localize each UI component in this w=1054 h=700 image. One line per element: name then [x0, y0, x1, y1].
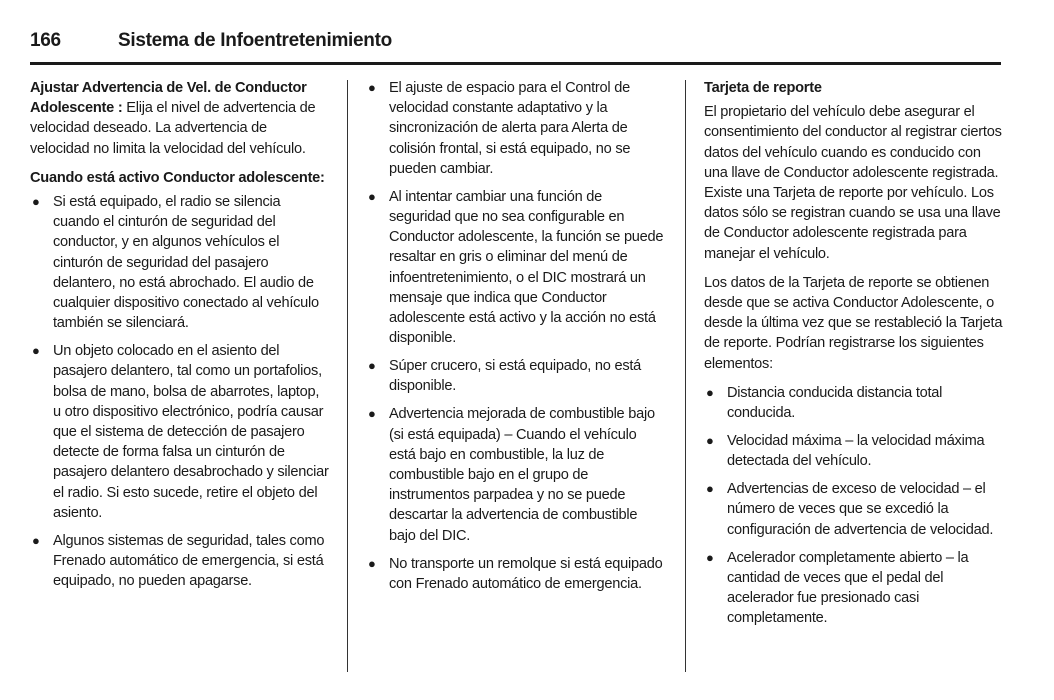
list-item	[366, 187, 666, 349]
page-number: 166	[30, 30, 61, 51]
column-3	[704, 78, 1004, 636]
bullet-icon: ●	[706, 481, 714, 497]
subheading: Cuando está activo Conductor adolescente:	[30, 169, 325, 186]
list-item-text: Acelerador completamente abierto – la cantidad de veces que el pedal del acelerador fue presionado casi completamente.	[727, 549, 969, 627]
report-card-heading: Tarjeta de reporte	[704, 80, 822, 96]
list-item	[704, 383, 1004, 423]
list-item-text: Advertencia mejorada de combustible bajo (si está equipada) – Cuando el vehículo está bajo en combustible, la luz de combustible bajo en el grupo de instrumentos parpadea y no se puede descartar la advertencia de combustible bajo del DIC.	[389, 406, 655, 544]
bullet-icon: ●	[368, 80, 376, 95]
list-item-text: No transporte un remolque si está equipado con Frenado automático de emergencia.	[389, 555, 663, 592]
section-title: Sistema de Infoentretenimiento	[118, 30, 392, 51]
list-item	[366, 554, 666, 594]
list-item-text: Súper crucero, si está equipado, no está disponible.	[389, 358, 642, 395]
bullet-list	[704, 383, 1004, 629]
list-item	[30, 192, 330, 333]
column-divider-2	[685, 80, 686, 672]
bullet-list	[30, 192, 330, 591]
list-item-text: Advertencias de exceso de velocidad – el número de veces que se excedió la configuración de advertencia de velocidad.	[727, 481, 994, 538]
list-item	[704, 548, 1004, 629]
list-item	[704, 479, 1004, 540]
bullet-icon: ●	[368, 555, 376, 571]
bullet-icon: ●	[368, 358, 376, 374]
bullet-icon: ●	[706, 433, 714, 449]
bullet-list	[366, 78, 666, 594]
bullet-icon: ●	[706, 549, 714, 565]
column-divider-1	[347, 80, 348, 672]
column-1	[30, 78, 330, 599]
list-item-text: Un objeto colocado en el asiento del pasajero delantero, tal como un portafolios, bolsa de mano, bolsa de abarrotes, laptop, u otro dispositivo electrónico, podría causar que el sistema de detección de pasajero detecte de forma falsa un cinturón de pasajero delantero desabrochado y silenciar el radio. Si esto sucede, retire el objeto del asiento.	[53, 343, 329, 521]
report-card-paragraph-1: El propietario del vehículo debe asegurar el consentimiento del conductor al registrar ciertos datos del vehículo cuando es conducido con una llave de Conductor adolescente registrada. Existe una Tarjeta de reporte por vehículo. Los datos sólo se registran cuando se usa una llave de Conductor adolescente registrada para manejar el vehículo.	[704, 104, 1002, 262]
list-item	[366, 78, 666, 179]
list-item-text: Velocidad máxima – la velocidad máxima detectada del vehículo.	[727, 433, 985, 470]
list-item-text: Si está equipado, el radio se silencia cuando el cinturón de seguridad del conductor, y en algunos vehículos el cinturón de seguridad del pasajero delantero, no está abrochado. El audio de cualquier dispositivo conectado al vehículo también se silenciará.	[53, 194, 319, 332]
bullet-icon: ●	[32, 343, 40, 359]
page-header	[30, 28, 1000, 58]
bullet-icon: ●	[32, 194, 40, 210]
header-divider	[30, 62, 1001, 65]
list-item-text: Al intentar cambiar una función de seguridad que no sea configurable en Conductor adolescente, la función se puede resaltar en gris o eliminar del menú de infoentretenimiento, o el DIC mostrará un mensaje que indica que Conductor adolescente está activo y la acción no está disponible.	[389, 188, 664, 347]
bullet-icon: ●	[706, 384, 714, 400]
column-2	[366, 78, 666, 602]
intro-paragraph	[30, 78, 330, 159]
bullet-icon: ●	[32, 532, 40, 548]
list-item	[30, 341, 330, 523]
bullet-icon: ●	[368, 406, 376, 422]
list-item-text: Distancia conducida distancia total conducida.	[727, 384, 943, 422]
intro-label: Ajustar Advertencia de Vel. de Conductor Adolescente :	[30, 80, 307, 117]
list-item	[30, 531, 330, 592]
list-item	[366, 356, 666, 396]
intro-text: Elija el nivel de advertencia de velocidad deseado. La advertencia de velocidad no limita la velocidad del vehículo.	[30, 100, 316, 157]
list-item-text: Algunos sistemas de seguridad, tales como Frenado automático de emergencia, si está equipado, no pueden apagarse.	[53, 532, 325, 590]
bullet-icon: ●	[368, 188, 376, 204]
list-item	[366, 404, 666, 545]
report-card-paragraph-2: Los datos de la Tarjeta de reporte se obtienen desde que se activa Conductor Adolescente, o desde la última vez que se restableció la Tarjeta de reporte. Podrían registrarse los siguientes elementos:	[704, 274, 1003, 372]
list-item-text: El ajuste de espacio para el Control de velocidad constante adaptativo y la sincronización de alerta para Alerta de colisión frontal, si está equipado, no se pueden cambiar.	[389, 80, 631, 177]
list-item	[704, 431, 1004, 471]
